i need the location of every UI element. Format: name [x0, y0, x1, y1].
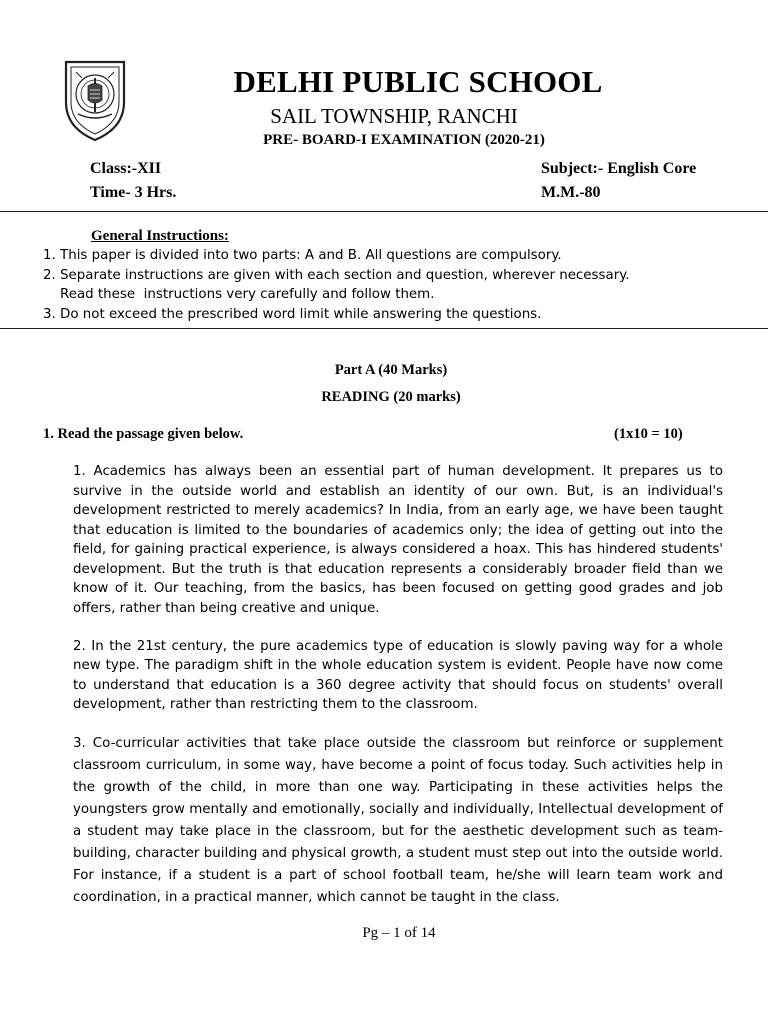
time-label: Time- 3 Hrs.: [90, 184, 177, 201]
page-number: Pg – 1 of 14: [362, 925, 436, 941]
question-1-marks: (1x10 = 10): [614, 426, 683, 442]
divider-bottom: [0, 328, 768, 329]
instructions-list: [43, 246, 743, 324]
instructions-heading: General Instructions:: [91, 228, 229, 244]
passage-paragraph: 1. Academics has always been an essential part of human development. It prepares us to survive in the outside world and establish an identity of our own. But, is an individual's development restricted to merely academics? In India, from an early age, we have been taught that education is limited to the boundaries of academics only; the idea of getting out into the field, for gaining practical experience, is always considered a hoax. This has hindered students' development. But the truth is that education represents a considerably broader field than we know of it. Our teaching, from the basics, has been focused on getting good grades and job offers, rather than being creative and unique.: [73, 464, 723, 616]
passage-paragraph: 2. In the 21st century, the pure academics type of education is slowly paving way for a whole new type. The paradigm shift in the whole education system is evident. People have now come to understand that education is a 360 degree activity that should focus on students' overall development, rather than restricting them to the classroom.: [73, 639, 723, 713]
class-label: Class:-XII: [90, 160, 162, 177]
divider-top: [0, 211, 768, 212]
question-1-text: 1. Read the passage given below.: [43, 426, 244, 442]
instruction-line: 3. Do not exceed the prescribed word limit while answering the questions.: [43, 306, 542, 322]
school-location: SAIL TOWNSHIP, RANCHI: [270, 104, 518, 128]
instruction-line: Read these instructions very carefully and follow them.: [43, 287, 435, 303]
exam-title: PRE- BOARD-I EXAMINATION (2020-21): [263, 132, 545, 148]
reading-section-title: READING (20 marks): [321, 389, 461, 405]
instruction-line: 2. Separate instructions are given with each section and question, wherever necessary.: [43, 267, 630, 283]
passage-paragraph: 3. Co-curricular activities that take place outside the classroom but reinforce or supplement classroom curriculum, in some way, have become a point of focus today. Such activities help in the growth of the child, in more than one way. Participating in these activities helps the youngsters grow mentally and emotionally, socially and individually, Intellectual development of a student may take place in the classroom, but for the aesthetic development such as team-building, character building and physical growth, a student must step out into the outside world. For instance, if a student is a part of school football team, he/she will learn team work and coordination, in a practical manner, which cannot be taught in the class.: [73, 736, 723, 905]
subject-label: Subject:- English Core: [541, 160, 697, 177]
instruction-line: 1. This paper is divided into two parts: A and B. All questions are compulsory.: [43, 248, 562, 263]
school-name: DELHI PUBLIC SCHOOL: [233, 64, 603, 99]
max-marks-label: M.M.-80: [541, 184, 601, 201]
part-a-title: Part A (40 Marks): [334, 362, 448, 378]
